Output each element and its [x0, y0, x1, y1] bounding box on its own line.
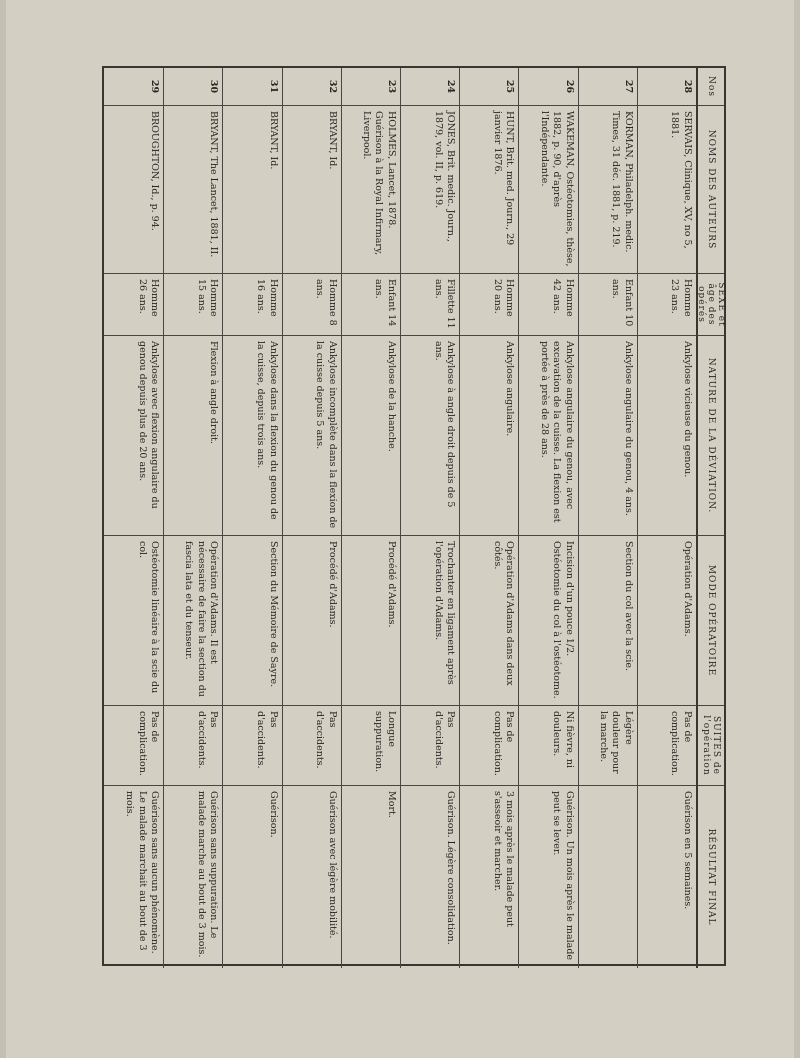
- cell-suites: Pas d'accidents.: [282, 706, 341, 786]
- cell-result: Guérison en 5 semaines.: [637, 786, 696, 968]
- header-nature: NATURE DE LA DÉVIATION.: [696, 336, 724, 536]
- header-suites: SUITES de l'opération: [696, 706, 724, 786]
- cell-authors: BRYANT, The Lancet, 1881, II.: [163, 106, 222, 274]
- cell-num: 24: [400, 68, 459, 106]
- cell-num: 25: [459, 68, 518, 106]
- cell-suites: Ni fièvre, ni douleurs.: [518, 706, 577, 786]
- cell-suites: Pas de complication.: [459, 706, 518, 786]
- cell-num: 27: [578, 68, 637, 106]
- cell-mode: Trochanter en ligament après l'opération d'Adams.: [400, 536, 459, 706]
- cell-authors: SERVAIS, Clinique, XV, no 5, 1881.: [637, 106, 696, 274]
- cell-suites: Pas d'accidents.: [400, 706, 459, 786]
- cell-result: Guérison. Un mois après le malade peut se lever.: [518, 786, 577, 968]
- cell-suites: Pas de complication.: [104, 706, 163, 786]
- cell-suites: Longue suppuration.: [341, 706, 400, 786]
- cell-sex: Homme 8 ans.: [282, 274, 341, 336]
- cell-sex: Homme 42 ans.: [518, 274, 577, 336]
- cell-suites: Pas d'accidents.: [222, 706, 281, 786]
- cell-num: 28: [637, 68, 696, 106]
- cell-nature: Ankylose incomplète dans la flexion de la cuisse depuis 5 ans.: [282, 336, 341, 536]
- cell-nature: Ankylose dans la flexion du genou de la cuisse, depuis trois ans.: [222, 336, 281, 536]
- cell-num: 23: [341, 68, 400, 106]
- cell-mode: Opération d'Adams.: [637, 536, 696, 706]
- cell-mode: Section du Mémoire de Sayre.: [222, 536, 281, 706]
- cell-result: Guérison.: [222, 786, 281, 968]
- cell-authors: WAKEMAN, Ostéotomies, thèse, 1882, p. 90, d'après l'Indépendante.: [518, 106, 577, 274]
- cell-authors: KORMAN, Philadelph. medic. Times, 31 déc. 1881, p. 219.: [578, 106, 637, 274]
- cell-result: Guérison. Légère consolidation.: [400, 786, 459, 968]
- cell-mode: Procédé d'Adams.: [341, 536, 400, 706]
- cell-nature: Ankylose vicieuse du genou.: [637, 336, 696, 536]
- cell-sex: Homme 26 ans.: [104, 274, 163, 336]
- cell-mode: Ostéotomie linéaire à la scie du col.: [104, 536, 163, 706]
- header-mode: MODE OPÉRATOIRE: [696, 536, 724, 706]
- cell-sex: Enfant 14 ans.: [341, 274, 400, 336]
- cell-authors: HOLMES, Lancet, 1878. Guérison à la Royal Infirmary, Liverpool.: [341, 106, 400, 274]
- header-result: RÉSULTAT FINAL: [696, 786, 724, 968]
- cell-num: 32: [282, 68, 341, 106]
- cell-suites: Pas d'accidents.: [163, 706, 222, 786]
- cell-nature: Ankylose angulaire du genou, avec excavation de la cuisse. La flexion est portée à près de 28 ans.: [518, 336, 577, 536]
- cell-authors: BROUGHTON, Id., p. 94.: [104, 106, 163, 274]
- header-authors: NOMS DES AUTEURS: [696, 106, 724, 274]
- cell-num: 29: [104, 68, 163, 106]
- cell-result: [578, 786, 637, 968]
- cell-authors: BRYANT, Id.: [282, 106, 341, 274]
- operations-table: [102, 66, 726, 966]
- header-sex: SEXE et âge des opérés: [696, 274, 724, 336]
- cell-nature: Ankylose à angle droit depuis de 5 ans.: [400, 336, 459, 536]
- cell-num: 30: [163, 68, 222, 106]
- cell-sex: Homme 20 ans.: [459, 274, 518, 336]
- cell-result: Mort.: [341, 786, 400, 968]
- header-num: Nos: [696, 68, 724, 106]
- cell-result: Guérison sans suppuration. Le malade marche au bout de 3 mois.: [163, 786, 222, 968]
- cell-nature: Ankylose avec flexion angulaire du genou depuis plus de 20 ans.: [104, 336, 163, 536]
- cell-authors: BRYANT, Id.: [222, 106, 281, 274]
- cell-mode: Incision d'un pouce 1/2. Ostéotomie du col à l'ostéotome.: [518, 536, 577, 706]
- cell-result: Guérison sans aucun phénomène. Le malade marchait au bout de 3 mois.: [124, 791, 161, 954]
- cell-authors: JONES, Brit. medic. Journ., 1879, vol. II, p. 619.: [400, 106, 459, 274]
- cell-sex: Homme 16 ans.: [222, 274, 281, 336]
- cell-nature: Flexion à angle droit.: [163, 336, 222, 536]
- cell-suites: Pas de complication.: [637, 706, 696, 786]
- cell-num: 26: [518, 68, 577, 106]
- cell-mode: Opération d'Adams dans deux côtés.: [459, 536, 518, 706]
- cell-result: Guérison avec légère mobilité.: [282, 786, 341, 968]
- cell-nature: Ankylose de la hanche.: [341, 336, 400, 536]
- cell-sex: Fillette 11 ans.: [400, 274, 459, 336]
- cell-nature: Ankylose angulaire.: [459, 336, 518, 536]
- cell-sex: Homme 23 ans.: [637, 274, 696, 336]
- cell-mode: Opération d'Adams. Il est nécessaire de faire la section du fascia lata et du tenseur.: [163, 536, 222, 706]
- cell-sex: Homme 15 ans.: [163, 274, 222, 336]
- cell-num: 31: [222, 68, 281, 106]
- cell-mode: Section du col avec la scie.: [578, 536, 637, 706]
- cell-nature: Ankylose angulaire du genou, 4 ans.: [578, 336, 637, 536]
- cell-sex: Enfant 10 ans.: [578, 274, 637, 336]
- cell-mode: Procédé d'Adams.: [282, 536, 341, 706]
- cell-suites: Légère douleur pour la marche.: [578, 706, 637, 786]
- cell-authors: HUNT, Brit. med. Journ., 29 janvier 1876.: [459, 106, 518, 274]
- cell-result: 3 mois après le malade peut s'asseoir et marcher.: [459, 786, 518, 968]
